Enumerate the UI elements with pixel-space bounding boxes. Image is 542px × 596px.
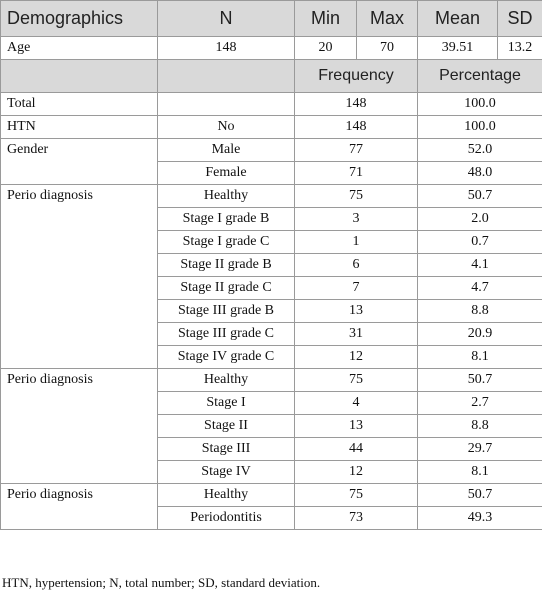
row-category: Stage III grade C: [158, 323, 295, 346]
row-frequency: 71: [295, 162, 418, 185]
header-min: Min: [295, 1, 357, 37]
row-category: Female: [158, 162, 295, 185]
header-sd: SD: [498, 1, 542, 37]
subheader-percentage: Percentage: [418, 60, 542, 93]
table-row: [1, 369, 542, 392]
age-mean: 39.51: [418, 37, 498, 60]
subheader-frequency: Frequency: [295, 60, 418, 93]
perio-binary-label: Perio diagnosis: [1, 484, 158, 530]
htn-frequency: 148: [295, 116, 418, 139]
row-percentage: 2.0: [418, 208, 542, 231]
row-category: Stage IV: [158, 461, 295, 484]
row-category: Stage I: [158, 392, 295, 415]
row-percentage: 52.0: [418, 139, 542, 162]
header-mean: Mean: [418, 1, 498, 37]
htn-category: No: [158, 116, 295, 139]
row-frequency: 12: [295, 461, 418, 484]
row-category: Stage II: [158, 415, 295, 438]
row-category: Healthy: [158, 484, 295, 507]
row-category: Male: [158, 139, 295, 162]
row-frequency: 44: [295, 438, 418, 461]
row-frequency: 12: [295, 346, 418, 369]
row-frequency: 75: [295, 369, 418, 392]
row-percentage: 29.7: [418, 438, 542, 461]
row-percentage: 0.7: [418, 231, 542, 254]
total-row: [1, 93, 542, 116]
row-frequency: 7: [295, 277, 418, 300]
row-percentage: 2.7: [418, 392, 542, 415]
table-row: [1, 139, 542, 162]
htn-row: [1, 116, 542, 139]
total-percentage: 100.0: [418, 93, 542, 116]
row-category: Stage II grade B: [158, 254, 295, 277]
row-frequency: 31: [295, 323, 418, 346]
row-percentage: 4.1: [418, 254, 542, 277]
row-frequency: 77: [295, 139, 418, 162]
row-frequency: 6: [295, 254, 418, 277]
row-percentage: 50.7: [418, 484, 542, 507]
row-frequency: 75: [295, 185, 418, 208]
row-category: Stage III grade B: [158, 300, 295, 323]
row-frequency: 3: [295, 208, 418, 231]
perio-stage-grade-label: Perio diagnosis: [1, 185, 158, 369]
row-category: Stage II grade C: [158, 277, 295, 300]
row-percentage: 48.0: [418, 162, 542, 185]
total-frequency: 148: [295, 93, 418, 116]
age-min: 20: [295, 37, 357, 60]
total-label: Total: [1, 93, 158, 116]
row-percentage: 8.8: [418, 415, 542, 438]
subheader-blank-2: [158, 60, 295, 93]
row-percentage: 49.3: [418, 507, 542, 530]
table-footnote: HTN, hypertension; N, total number; SD, standard deviation.: [2, 575, 321, 590]
htn-percentage: 100.0: [418, 116, 542, 139]
row-category: Stage III: [158, 438, 295, 461]
row-category: Healthy: [158, 369, 295, 392]
row-percentage: 50.7: [418, 369, 542, 392]
row-category: Stage I grade C: [158, 231, 295, 254]
row-frequency: 75: [295, 484, 418, 507]
perio-stage-label: Perio diagnosis: [1, 369, 158, 484]
header-n: N: [158, 1, 295, 37]
gender-label: Gender: [1, 139, 158, 185]
row-frequency: 13: [295, 300, 418, 323]
total-category: [158, 93, 295, 116]
table-row: [1, 484, 542, 507]
row-percentage: 50.7: [418, 185, 542, 208]
row-frequency: 73: [295, 507, 418, 530]
row-percentage: 8.8: [418, 300, 542, 323]
subheader-blank-1: [1, 60, 158, 93]
header-demographics: Demographics: [1, 1, 158, 37]
header-max: Max: [357, 1, 418, 37]
row-frequency: 1: [295, 231, 418, 254]
age-label: Age: [1, 37, 158, 60]
row-frequency: 13: [295, 415, 418, 438]
table-row: [1, 185, 542, 208]
row-category: Stage I grade B: [158, 208, 295, 231]
age-max: 70: [357, 37, 418, 60]
row-category: Stage IV grade C: [158, 346, 295, 369]
htn-label: HTN: [1, 116, 158, 139]
row-category: Periodontitis: [158, 507, 295, 530]
row-frequency: 4: [295, 392, 418, 415]
header-row: [1, 1, 542, 37]
subheader-row: [1, 60, 542, 93]
row-percentage: 20.9: [418, 323, 542, 346]
age-sd: 13.2: [498, 37, 542, 60]
row-percentage: 4.7: [418, 277, 542, 300]
age-row: [1, 37, 542, 60]
row-percentage: 8.1: [418, 461, 542, 484]
row-category: Healthy: [158, 185, 295, 208]
row-percentage: 8.1: [418, 346, 542, 369]
age-n: 148: [158, 37, 295, 60]
